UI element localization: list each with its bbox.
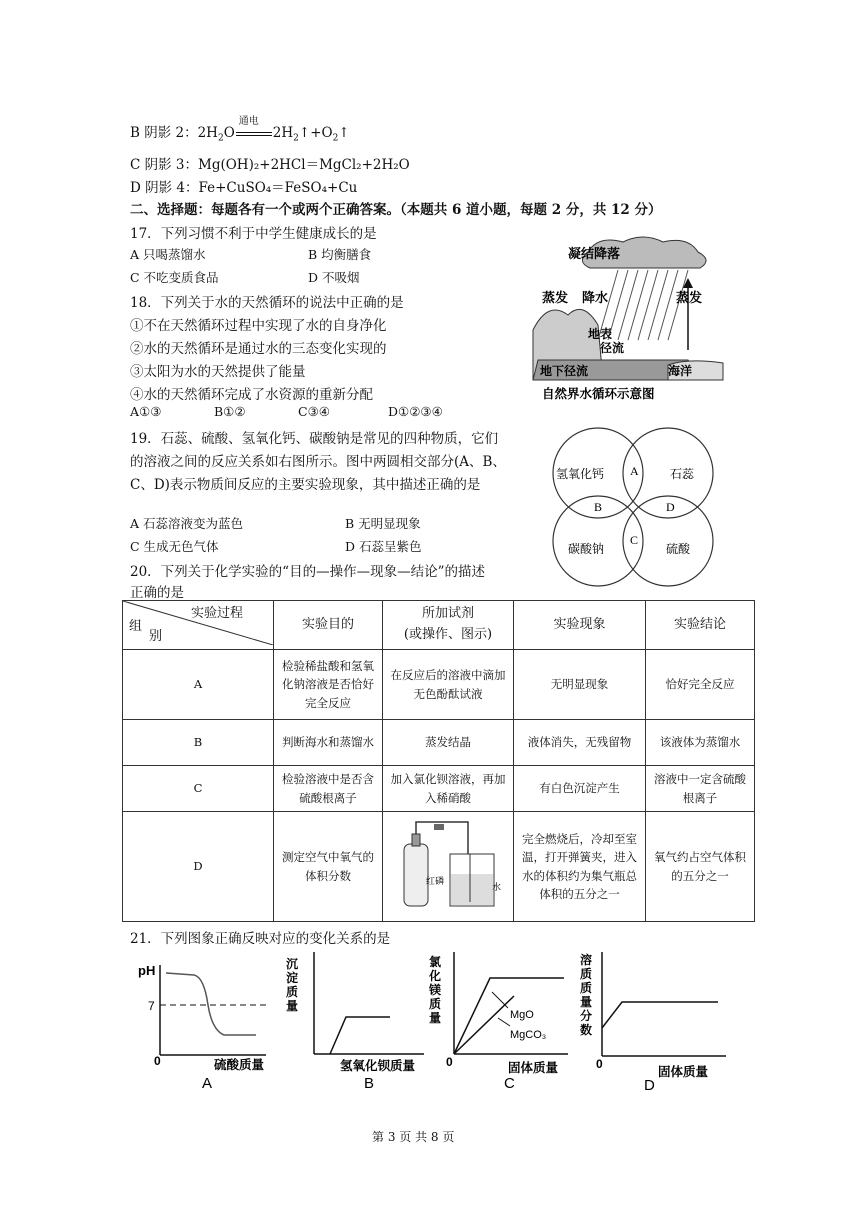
label-evap-right: 蒸发 — [676, 290, 703, 305]
venn-sodium-carbonate: 碳酸钠 — [568, 542, 605, 556]
page-footer: 第 3 页 共 8 页 — [372, 1130, 455, 1144]
graph-a-origin: 0 — [154, 1054, 161, 1068]
venn-diagram — [538, 418, 738, 593]
water-cycle-figure — [528, 230, 728, 405]
graph-d-origin: 0 — [596, 1057, 603, 1071]
graph-c-ylabel-4: 质 — [429, 997, 442, 1011]
q16-option-b: B 阴影 2：$2H_2O$ 通电 $2H_2↑+O_2↑$ — [130, 116, 350, 144]
row-a-conclusion: 恰好完全反应 — [646, 650, 755, 720]
graph-a-letter: A — [202, 1075, 213, 1090]
graph-a-xlabel: 硫酸质量 — [214, 1058, 265, 1072]
venn-calcium-hydroxide: 氢氧化钙 — [556, 467, 605, 481]
q19-stem-2: 的溶液之间的反应关系如右图所示。图中两圆相交部分(A、B、 — [130, 454, 506, 470]
table-row — [123, 812, 755, 922]
row-c-purpose: 检验溶液中是否含硫酸根离子 — [274, 766, 383, 812]
row-b-group: B — [123, 720, 274, 766]
q16-option-d: D 阴影 4：Fe+CuSO₄＝FeSO₄+Cu — [130, 180, 358, 196]
figure-caption: 自然界水循环示意图 — [542, 387, 655, 401]
label-condense: 凝结降落 — [568, 246, 621, 261]
venn-drawing — [538, 418, 738, 593]
row-c-conclusion: 溶液中一定含硫酸根离子 — [646, 766, 755, 812]
row-b-reagent: 蒸发结晶 — [383, 720, 514, 766]
graph-a-mark-7: 7 — [148, 999, 155, 1013]
q20-stem-2: 正确的是 — [130, 585, 184, 601]
row-d-apparatus — [383, 812, 514, 922]
label-surface-1: 地表 — [588, 327, 613, 341]
q19-stem-1: 19．石蕊、硫酸、氢氧化钙、碳酸钠是常见的四种物质，它们 — [130, 431, 499, 447]
graph-c-ylabel-3: 镁 — [429, 983, 442, 997]
graph-a-drawing — [126, 955, 276, 1090]
header-reagent — [383, 601, 514, 650]
q18-option-b: B①② — [214, 404, 246, 419]
graph-d-ylabel-4: 量 — [580, 995, 593, 1009]
label-evap-left: 蒸发 — [542, 290, 569, 305]
label-rain: 降水 — [582, 290, 609, 305]
q17-option-d: D 不吸烟 — [308, 270, 360, 285]
q18-option-d: D①②③④ — [388, 404, 443, 419]
row-b-phenomenon: 液体消失，无残留物 — [514, 720, 646, 766]
q19-option-a: A 石蕊溶液变为蓝色 — [130, 516, 244, 531]
graph-d-ylabel-2: 质 — [580, 967, 593, 981]
q16-option-c: C 阴影 3：Mg(OH)₂+2HCl＝MgCl₂+2H₂O — [130, 157, 410, 173]
graph-c-ylabel-1: 氯 — [429, 955, 442, 969]
row-b-purpose: 判断海水和蒸馏水 — [274, 720, 383, 766]
graph-c-xlabel: 固体质量 — [508, 1061, 559, 1075]
graph-a-ylabel: pH — [138, 963, 156, 978]
q19-option-c: C 生成无色气体 — [130, 539, 219, 554]
row-d-group: D — [123, 812, 274, 922]
header-diagonal-cell — [123, 601, 274, 650]
header-reagent-line-2: (或操作、图示) — [403, 627, 493, 642]
row-b-conclusion: 该液体为蒸馏水 — [646, 720, 755, 766]
q18-option-a: A①③ — [130, 404, 162, 419]
graph-b-xlabel: 氢氧化钡质量 — [340, 1059, 416, 1073]
row-a-reagent: 在反应后的溶液中滴加无色酚酞试液 — [383, 650, 514, 720]
q18-option-c: C③④ — [298, 404, 330, 419]
graph-c-origin: 0 — [446, 1055, 453, 1069]
graph-d-ylabel-3: 质 — [580, 981, 593, 995]
graph-b-ylabel-3: 质 — [286, 985, 299, 999]
graph-a — [126, 955, 276, 1090]
experiment-table — [122, 600, 755, 922]
graph-c-ylabel-5: 量 — [429, 1011, 442, 1025]
table-row — [123, 720, 755, 766]
graph-b-drawing — [284, 940, 434, 1090]
header-reagent-line-1: 所加试剂 — [421, 606, 474, 622]
row-a-group: A — [123, 650, 274, 720]
graph-d-ylabel-6: 数 — [580, 1023, 593, 1037]
graph-d — [578, 940, 738, 1090]
q18-statement-2: ②水的天然循环是通过水的三态变化实现的 — [130, 341, 387, 357]
electrolysis-arrow: 通电 — [235, 125, 273, 141]
header-conclusion: 实验结论 — [646, 601, 755, 650]
apparatus-water-label: 水 — [492, 882, 502, 893]
graph-b — [284, 940, 434, 1090]
label-surface-2: 径流 — [600, 341, 625, 355]
row-a-purpose: 检验稀盐酸和氢氧化钠溶液是否恰好完全反应 — [274, 650, 383, 720]
graph-c-series-mgo: MgO — [510, 1009, 534, 1021]
header-phenomenon: 实验现象 — [514, 601, 646, 650]
apparatus-drawing — [386, 814, 510, 914]
section-2-title: 二、选择题：每题各有一个或两个正确答案。（本题共 6 道小题，每题 2 分，共 12 分） — [130, 202, 662, 218]
row-c-phenomenon: 有白色沉淀产生 — [514, 766, 646, 812]
venn-region-a: A — [630, 464, 639, 478]
q19-stem-3: C、D)表示物质间反应的主要实验现象，其中描述正确的是 — [130, 477, 481, 493]
q17-option-b: B 均衡膳食 — [308, 247, 372, 262]
graph-c-letter: C — [504, 1075, 515, 1090]
q18-statement-3: ③太阳为水的天然提供了能量 — [130, 364, 306, 380]
header-process: 实验过程 — [191, 606, 244, 621]
venn-region-d: D — [666, 500, 675, 514]
label-ground: 地下径流 — [540, 364, 589, 378]
header-group-2: 别 — [149, 629, 163, 644]
graph-b-ylabel-1: 沉 — [286, 957, 299, 971]
row-d-purpose: 测定空气中氧气的体积分数 — [274, 812, 383, 922]
q19-option-d: D 石蕊呈紫色 — [345, 539, 422, 554]
q17-option-c: C 不吃变质食品 — [130, 270, 219, 285]
venn-region-c: C — [630, 533, 639, 547]
q17-stem: 17．下列习惯不利于中学生健康成长的是 — [130, 226, 377, 242]
graph-d-ylabel-5: 分 — [580, 1009, 593, 1023]
table-row — [123, 766, 755, 812]
q18-statement-1: ①不在天然循环过程中实现了水的自身净化 — [130, 318, 387, 334]
graph-c-drawing — [428, 942, 578, 1090]
q20-stem-1: 20．下列关于化学实验的“目的—操作—现象—结论”的描述 — [130, 564, 485, 580]
q17-option-a: A 只喝蒸馏水 — [130, 247, 206, 262]
header-group-1: 组 — [129, 619, 143, 634]
graph-d-drawing — [578, 940, 738, 1090]
apparatus-phosphorus-label: 红磷 — [426, 876, 445, 887]
row-d-phenomenon: 完全燃烧后，冷却至室温，打开弹簧夹，进入水的体积约为集气瓶总体积的五分之一 — [514, 812, 646, 922]
graph-b-ylabel-2: 淀 — [286, 971, 299, 985]
graph-d-letter: D — [644, 1077, 655, 1090]
row-d-conclusion: 氧气约占空气体积的五分之一 — [646, 812, 755, 922]
header-purpose: 实验目的 — [274, 601, 383, 650]
graph-c — [428, 942, 578, 1090]
q19-option-b: B 无明显现象 — [345, 516, 421, 531]
water-cycle-drawing — [528, 230, 728, 405]
venn-sulfuric-acid: 硫酸 — [666, 542, 691, 556]
graph-c-series-mgco3: MgCO₃ — [510, 1029, 547, 1041]
row-a-phenomenon: 无明显现象 — [514, 650, 646, 720]
q18-statement-4: ④水的天然循环完成了水资源的重新分配 — [130, 387, 373, 403]
graph-b-letter: B — [364, 1075, 375, 1090]
q18-stem: 18．下列关于水的天然循环的说法中正确的是 — [130, 295, 404, 311]
graph-c-ylabel-2: 化 — [429, 969, 442, 983]
table-row — [123, 650, 755, 720]
graph-d-ylabel-1: 溶 — [580, 953, 593, 967]
graph-d-xlabel: 固体质量 — [658, 1065, 709, 1079]
graph-b-ylabel-4: 量 — [286, 999, 299, 1013]
q21-stem: 21．下列图象正确反映对应的变化关系的是 — [130, 931, 391, 947]
table-header-row — [123, 601, 755, 650]
row-c-group: C — [123, 766, 274, 812]
venn-region-b: B — [594, 500, 603, 514]
row-c-reagent: 加入氯化钡溶液，再加入稀硝酸 — [383, 766, 514, 812]
label-ocean: 海洋 — [668, 364, 693, 378]
venn-litmus: 石蕊 — [670, 467, 695, 481]
